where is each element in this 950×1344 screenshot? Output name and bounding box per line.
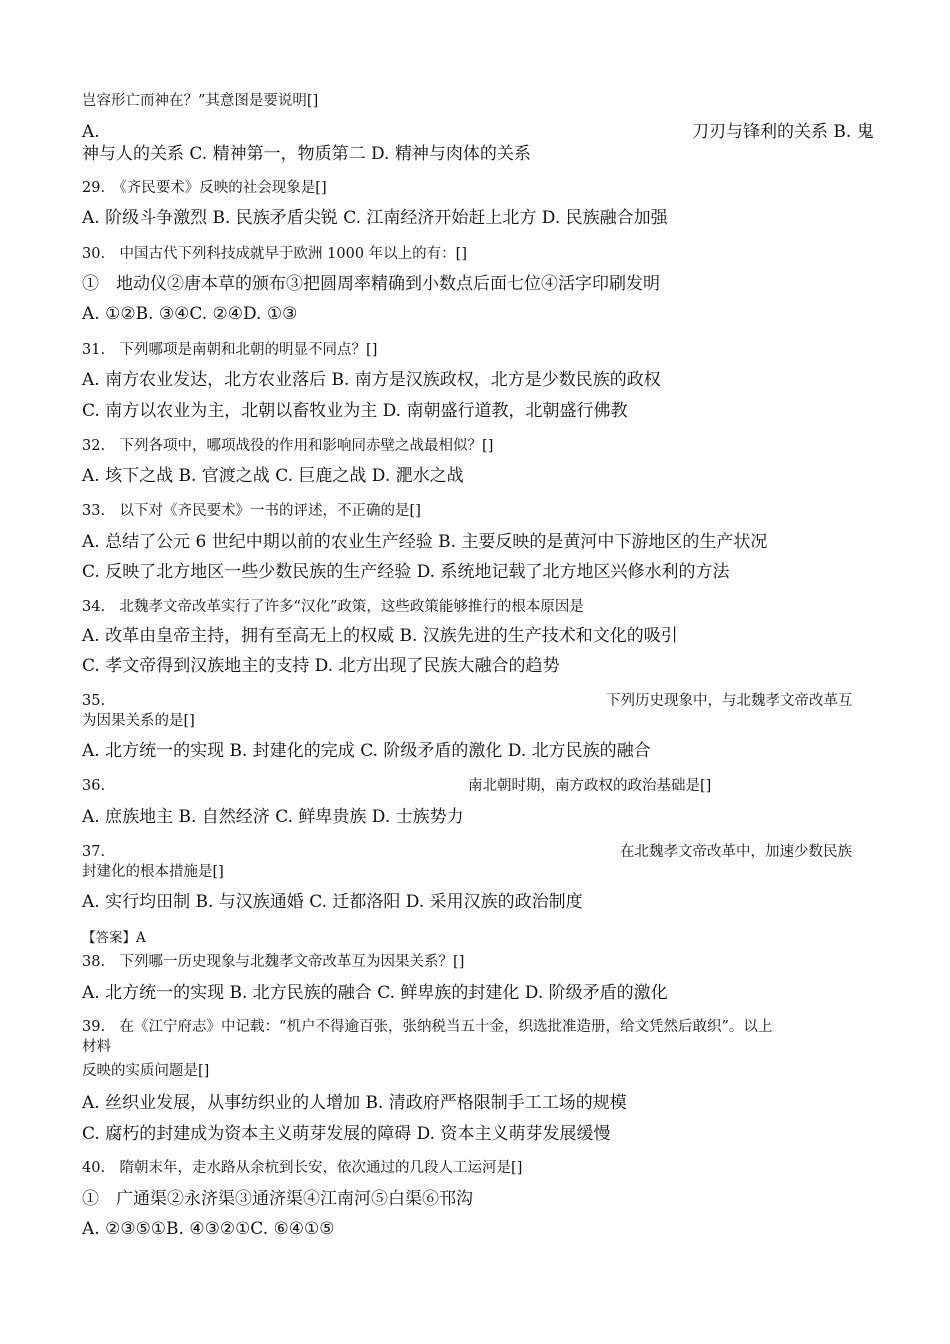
question-39-continuation: 材料 (82, 1039, 111, 1055)
question-39-continuation: 反映的实质问题是[] (82, 1063, 210, 1079)
options-36: A. 庶族地主 B. 自然经济 C. 鲜卑贵族 D. 士族势力 (82, 807, 464, 827)
options-39-cd: C. 腐朽的封建成为资本主义萌芽发展的障碍 D. 资本主义萌芽发展缓慢 (82, 1124, 611, 1144)
question-31: 31. 下列哪项是南朝和北朝的明显不同点？[] (82, 342, 378, 358)
question-30: 30. 中国古代下列科技成就早于欧洲 1000 年以上的有：[] (82, 246, 467, 262)
options-34-cd: C. 孝文帝得到汉族地主的支持 D. 北方出现了民族大融合的趋势 (82, 656, 560, 676)
options-37: A. 实行均田制 B. 与汉族通婚 C. 迁都洛阳 D. 采用汉族的政治制度 (82, 892, 583, 912)
options-40: A. ②③⑤①B. ④③②①C. ⑥④①⑤ (82, 1219, 335, 1239)
options-38: A. 北方统一的实现 B. 北方民族的融合 C. 鲜卑族的封建化 D. 阶级矛盾的激化 (82, 983, 668, 1003)
options-label-a: A. (82, 122, 100, 142)
question-35: 下列历史现象中，与北魏孝文帝改革互 (606, 693, 853, 709)
question-38: 38. 下列哪一历史现象与北魏孝文帝改革互为因果关系？[] (82, 954, 465, 970)
items-30: ① 地动仪②唐本草的颁布③把圆周率精确到小数点后面七位④活字印刷发明 (82, 274, 660, 294)
question-36: 南北朝时期，南方政权的政治基础是[] (468, 778, 712, 794)
question-37: 在北魏孝文帝改革中，加速少数民族 (620, 844, 852, 860)
question-37-continuation: 封建化的根本措施是[] (82, 864, 224, 880)
options-31-cd: C. 南方以农业为主，北朝以畜牧业为主 D. 南朝盛行道教，北朝盛行佛教 (82, 401, 628, 421)
question-32: 32. 下列各项中，哪项战役的作用和影响同赤壁之战最相似？[] (82, 438, 494, 454)
question-40: 40. 隋朝末年，走水路从余杭到长安，依次通过的几段人工运河是[] (82, 1160, 523, 1176)
answer-label: 【答案】A (82, 930, 146, 946)
options-31-ab: A. 南方农业发达，北方农业落后 B. 南方是汉族政权，北方是少数民族的政权 (82, 370, 661, 390)
options-line: 刀刃与锋利的关系 B. 鬼 (692, 122, 874, 142)
question-33: 33. 以下对《齐民要术》一书的评述，不正确的是[] (82, 503, 421, 519)
options-34-ab: A. 改革由皇帝主持，拥有至高无上的权威 B. 汉族先进的生产技术和文化的吸引 (82, 626, 678, 646)
question-34: 34. 北魏孝文帝改革实行了许多“汉化”政策，这些政策能够推行的根本原因是 (82, 599, 584, 615)
question-37-number: 37. (82, 844, 106, 860)
question-35-number: 35. (82, 693, 106, 709)
options-29: A. 阶级斗争激烈 B. 民族矛盾尖锐 C. 江南经济开始赶上北方 D. 民族融合加强 (82, 208, 668, 228)
options-33-ab: A. 总结了公元 6 世纪中期以前的农业生产经验 B. 主要反映的是黄河中下游地区的生产状况 (82, 532, 768, 552)
options-line: 神与人的关系 C. 精神第一，物质第二 D. 精神与肉体的关系 (82, 144, 531, 164)
question-36-number: 36. (82, 778, 106, 794)
options-39-ab: A. 丝织业发展，从事纺织业的人增加 B. 清政府严格限制手工工场的规模 (82, 1093, 627, 1113)
question-35-continuation: 为因果关系的是[] (82, 713, 195, 729)
options-35: A. 北方统一的实现 B. 封建化的完成 C. 阶级矛盾的激化 D. 北方民族的融合 (82, 741, 651, 761)
question-29: 29. 《齐民要术》反映的社会现象是[] (82, 180, 327, 196)
options-32: A. 垓下之战 B. 官渡之战 C. 巨鹿之战 D. 淝水之战 (82, 466, 464, 486)
options-30: A. ①②B. ③④C. ②④D. ①③ (82, 304, 298, 324)
question-39: 39. 在《江宁府志》中记载：“机户不得逾百张，张纳税当五十金，织选批准造册，给文凭然后敢织”。以上 (82, 1019, 773, 1035)
options-33-cd: C. 反映了北方地区一些少数民族的生产经验 D. 系统地记载了北方地区兴修水利的方法 (82, 562, 730, 582)
items-40: ① 广通渠②永济渠③通济渠④江南河⑤白渠⑥邗沟 (82, 1189, 473, 1209)
question-stem-continuation: 岂容形亡而神在？”其意图是要说明[] (82, 93, 319, 109)
